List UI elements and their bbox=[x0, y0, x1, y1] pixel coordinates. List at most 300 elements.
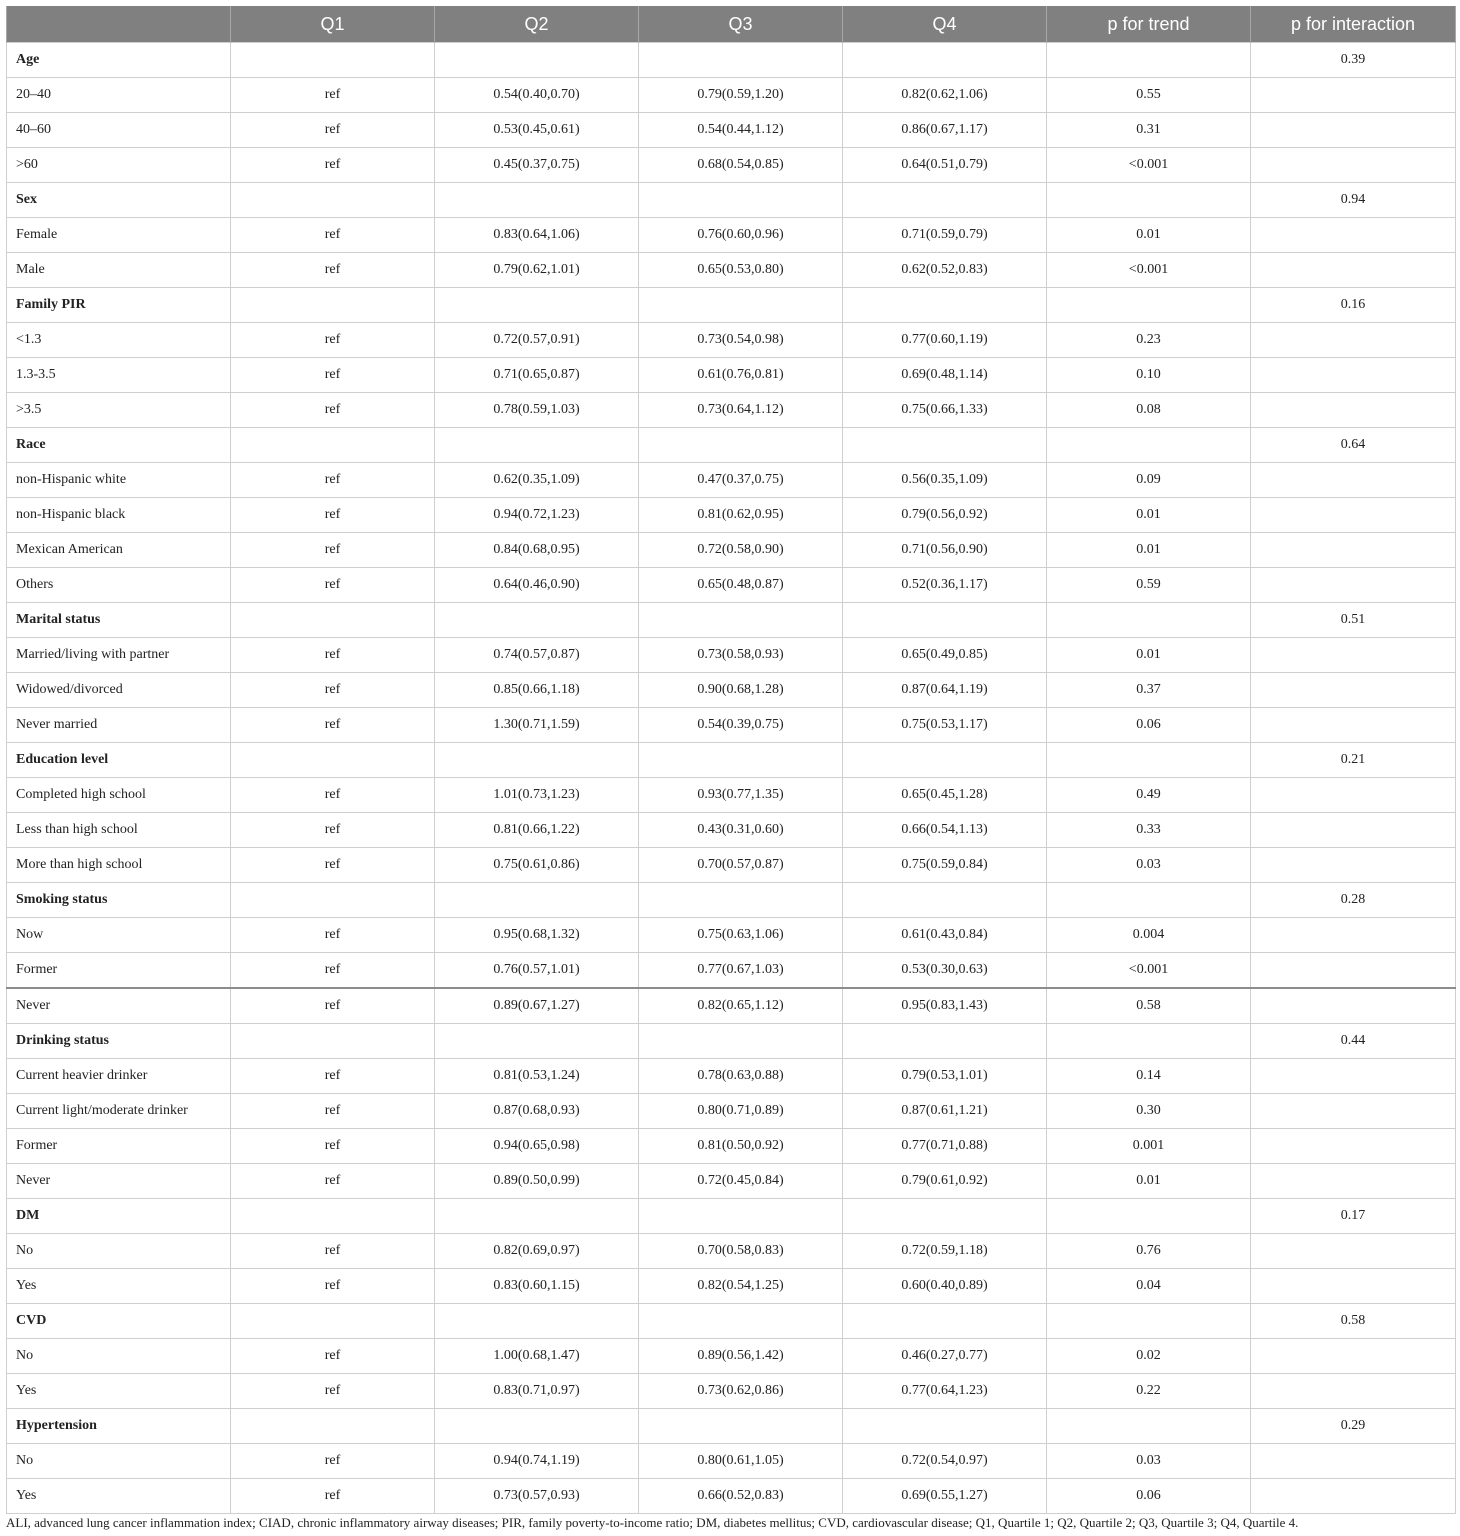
q4-cell: 0.62(0.52,0.83) bbox=[843, 253, 1047, 288]
p-trend-cell: 0.02 bbox=[1047, 1339, 1251, 1374]
table-row bbox=[7, 533, 1456, 568]
q1-cell: ref bbox=[231, 918, 435, 953]
q1-cell bbox=[231, 1199, 435, 1234]
group-row bbox=[7, 288, 1456, 323]
p-trend-cell: 0.03 bbox=[1047, 848, 1251, 883]
q2-cell: 0.76(0.57,1.01) bbox=[435, 953, 639, 989]
row-label: Married/living with partner bbox=[7, 638, 231, 673]
q3-cell bbox=[639, 1024, 843, 1059]
group-label: Hypertension bbox=[7, 1409, 231, 1444]
table-row bbox=[7, 778, 1456, 813]
row-label: Less than high school bbox=[7, 813, 231, 848]
p-interaction-cell bbox=[1251, 1234, 1456, 1269]
q2-cell: 1.01(0.73,1.23) bbox=[435, 778, 639, 813]
q2-cell: 1.30(0.71,1.59) bbox=[435, 708, 639, 743]
group-row bbox=[7, 883, 1456, 918]
q2-cell: 0.81(0.66,1.22) bbox=[435, 813, 639, 848]
header-p-for-interaction: p for interaction bbox=[1251, 6, 1456, 43]
q2-cell: 0.82(0.69,0.97) bbox=[435, 1234, 639, 1269]
group-label: Marital status bbox=[7, 603, 231, 638]
row-label: No bbox=[7, 1234, 231, 1269]
table-row bbox=[7, 498, 1456, 533]
p-interaction-cell bbox=[1251, 673, 1456, 708]
row-label: No bbox=[7, 1444, 231, 1479]
q2-cell: 0.87(0.68,0.93) bbox=[435, 1094, 639, 1129]
p-interaction-cell bbox=[1251, 253, 1456, 288]
q1-cell: ref bbox=[231, 1059, 435, 1094]
row-label: Others bbox=[7, 568, 231, 603]
row-label: non-Hispanic black bbox=[7, 498, 231, 533]
q3-cell bbox=[639, 428, 843, 463]
q4-cell: 0.46(0.27,0.77) bbox=[843, 1339, 1047, 1374]
table-row bbox=[7, 78, 1456, 113]
p-interaction-cell bbox=[1251, 463, 1456, 498]
table-row bbox=[7, 1479, 1456, 1514]
header-q1: Q1 bbox=[231, 6, 435, 43]
p-trend-cell: 0.08 bbox=[1047, 393, 1251, 428]
row-label: <1.3 bbox=[7, 323, 231, 358]
q1-cell: ref bbox=[231, 1339, 435, 1374]
q3-cell: 0.77(0.67,1.03) bbox=[639, 953, 843, 989]
q2-cell: 0.73(0.57,0.93) bbox=[435, 1479, 639, 1514]
p-trend-cell: 0.76 bbox=[1047, 1234, 1251, 1269]
p-interaction-cell bbox=[1251, 778, 1456, 813]
q3-cell: 0.78(0.63,0.88) bbox=[639, 1059, 843, 1094]
p-interaction-cell: 0.21 bbox=[1251, 743, 1456, 778]
q3-cell: 0.82(0.65,1.12) bbox=[639, 988, 843, 1024]
p-trend-cell: 0.14 bbox=[1047, 1059, 1251, 1094]
p-trend-cell: 0.31 bbox=[1047, 113, 1251, 148]
table-row bbox=[7, 358, 1456, 393]
q1-cell bbox=[231, 43, 435, 78]
group-row bbox=[7, 428, 1456, 463]
row-label: Yes bbox=[7, 1269, 231, 1304]
q1-cell: ref bbox=[231, 813, 435, 848]
q2-cell: 1.00(0.68,1.47) bbox=[435, 1339, 639, 1374]
q1-cell: ref bbox=[231, 1479, 435, 1514]
p-interaction-cell bbox=[1251, 1374, 1456, 1409]
q3-cell: 0.73(0.54,0.98) bbox=[639, 323, 843, 358]
row-label: Completed high school bbox=[7, 778, 231, 813]
q3-cell: 0.43(0.31,0.60) bbox=[639, 813, 843, 848]
q2-cell: 0.94(0.72,1.23) bbox=[435, 498, 639, 533]
q2-cell: 0.85(0.66,1.18) bbox=[435, 673, 639, 708]
table-row bbox=[7, 148, 1456, 183]
q4-cell: 0.66(0.54,1.13) bbox=[843, 813, 1047, 848]
q1-cell: ref bbox=[231, 113, 435, 148]
group-row bbox=[7, 1199, 1456, 1234]
q3-cell: 0.80(0.71,0.89) bbox=[639, 1094, 843, 1129]
p-trend-cell: <0.001 bbox=[1047, 953, 1251, 989]
q2-cell: 0.45(0.37,0.75) bbox=[435, 148, 639, 183]
q2-cell: 0.83(0.60,1.15) bbox=[435, 1269, 639, 1304]
q2-cell: 0.81(0.53,1.24) bbox=[435, 1059, 639, 1094]
p-trend-cell bbox=[1047, 428, 1251, 463]
p-interaction-cell bbox=[1251, 533, 1456, 568]
p-interaction-cell bbox=[1251, 1059, 1456, 1094]
q1-cell: ref bbox=[231, 358, 435, 393]
q1-cell bbox=[231, 428, 435, 463]
row-label: Never bbox=[7, 988, 231, 1024]
p-trend-cell: 0.01 bbox=[1047, 218, 1251, 253]
group-label: Drinking status bbox=[7, 1024, 231, 1059]
table-row bbox=[7, 848, 1456, 883]
p-trend-cell: 0.01 bbox=[1047, 1164, 1251, 1199]
q3-cell: 0.93(0.77,1.35) bbox=[639, 778, 843, 813]
p-trend-cell: <0.001 bbox=[1047, 148, 1251, 183]
q2-cell bbox=[435, 1409, 639, 1444]
row-label: Yes bbox=[7, 1374, 231, 1409]
q1-cell: ref bbox=[231, 78, 435, 113]
p-interaction-cell bbox=[1251, 78, 1456, 113]
p-trend-cell: 0.10 bbox=[1047, 358, 1251, 393]
table-row bbox=[7, 1234, 1456, 1269]
row-label: >3.5 bbox=[7, 393, 231, 428]
p-interaction-cell bbox=[1251, 1129, 1456, 1164]
q2-cell: 0.89(0.67,1.27) bbox=[435, 988, 639, 1024]
q1-cell bbox=[231, 1304, 435, 1339]
q1-cell: ref bbox=[231, 533, 435, 568]
p-trend-cell bbox=[1047, 603, 1251, 638]
q2-cell: 0.62(0.35,1.09) bbox=[435, 463, 639, 498]
table-row bbox=[7, 1094, 1456, 1129]
row-label: Former bbox=[7, 953, 231, 989]
q4-cell: 0.79(0.61,0.92) bbox=[843, 1164, 1047, 1199]
q2-cell: 0.79(0.62,1.01) bbox=[435, 253, 639, 288]
p-interaction-cell: 0.51 bbox=[1251, 603, 1456, 638]
q4-cell: 0.75(0.66,1.33) bbox=[843, 393, 1047, 428]
q1-cell: ref bbox=[231, 1129, 435, 1164]
q3-cell: 0.76(0.60,0.96) bbox=[639, 218, 843, 253]
q4-cell: 0.77(0.64,1.23) bbox=[843, 1374, 1047, 1409]
q3-cell: 0.81(0.62,0.95) bbox=[639, 498, 843, 533]
q4-cell: 0.95(0.83,1.43) bbox=[843, 988, 1047, 1024]
q1-cell: ref bbox=[231, 393, 435, 428]
p-interaction-cell: 0.29 bbox=[1251, 1409, 1456, 1444]
row-label: non-Hispanic white bbox=[7, 463, 231, 498]
q4-cell: 0.87(0.61,1.21) bbox=[843, 1094, 1047, 1129]
q3-cell: 0.82(0.54,1.25) bbox=[639, 1269, 843, 1304]
q4-cell: 0.79(0.56,0.92) bbox=[843, 498, 1047, 533]
p-trend-cell: 0.01 bbox=[1047, 638, 1251, 673]
p-interaction-cell bbox=[1251, 918, 1456, 953]
row-label: 40–60 bbox=[7, 113, 231, 148]
p-trend-cell: 0.01 bbox=[1047, 533, 1251, 568]
q4-cell: 0.72(0.54,0.97) bbox=[843, 1444, 1047, 1479]
row-label: Never married bbox=[7, 708, 231, 743]
p-trend-cell: 0.30 bbox=[1047, 1094, 1251, 1129]
p-interaction-cell bbox=[1251, 1444, 1456, 1479]
table-row bbox=[7, 1269, 1456, 1304]
table-container bbox=[6, 6, 1455, 1514]
q1-cell bbox=[231, 603, 435, 638]
table-row bbox=[7, 673, 1456, 708]
table-row bbox=[7, 113, 1456, 148]
p-interaction-cell: 0.16 bbox=[1251, 288, 1456, 323]
header-q3: Q3 bbox=[639, 6, 843, 43]
table-row bbox=[7, 1164, 1456, 1199]
row-label: Now bbox=[7, 918, 231, 953]
q4-cell bbox=[843, 743, 1047, 778]
p-interaction-cell bbox=[1251, 848, 1456, 883]
p-interaction-cell bbox=[1251, 323, 1456, 358]
p-trend-cell: 0.06 bbox=[1047, 1479, 1251, 1514]
q4-cell: 0.65(0.49,0.85) bbox=[843, 638, 1047, 673]
p-trend-cell: 0.49 bbox=[1047, 778, 1251, 813]
p-interaction-cell bbox=[1251, 498, 1456, 533]
q3-cell: 0.47(0.37,0.75) bbox=[639, 463, 843, 498]
q4-cell bbox=[843, 883, 1047, 918]
table-row bbox=[7, 918, 1456, 953]
q3-cell bbox=[639, 43, 843, 78]
p-interaction-cell bbox=[1251, 953, 1456, 989]
table-row bbox=[7, 708, 1456, 743]
table-body bbox=[7, 43, 1456, 1514]
p-interaction-cell bbox=[1251, 1479, 1456, 1514]
q3-cell: 0.81(0.50,0.92) bbox=[639, 1129, 843, 1164]
row-label: Never bbox=[7, 1164, 231, 1199]
table-row bbox=[7, 393, 1456, 428]
table-row bbox=[7, 638, 1456, 673]
q3-cell bbox=[639, 1409, 843, 1444]
row-label: No bbox=[7, 1339, 231, 1374]
q3-cell: 0.54(0.44,1.12) bbox=[639, 113, 843, 148]
q3-cell: 0.90(0.68,1.28) bbox=[639, 673, 843, 708]
q2-cell: 0.78(0.59,1.03) bbox=[435, 393, 639, 428]
p-interaction-cell: 0.44 bbox=[1251, 1024, 1456, 1059]
group-label: Smoking status bbox=[7, 883, 231, 918]
q4-cell: 0.79(0.53,1.01) bbox=[843, 1059, 1047, 1094]
p-trend-cell: 0.06 bbox=[1047, 708, 1251, 743]
q3-cell bbox=[639, 1304, 843, 1339]
q1-cell: ref bbox=[231, 708, 435, 743]
p-trend-cell bbox=[1047, 183, 1251, 218]
q4-cell bbox=[843, 1304, 1047, 1339]
q2-cell: 0.84(0.68,0.95) bbox=[435, 533, 639, 568]
row-label: Current light/moderate drinker bbox=[7, 1094, 231, 1129]
table-row bbox=[7, 253, 1456, 288]
p-trend-cell bbox=[1047, 1024, 1251, 1059]
table-header bbox=[7, 6, 1456, 43]
p-trend-cell: 0.23 bbox=[1047, 323, 1251, 358]
table-footnote: ALI, advanced lung cancer inflammation index; CIAD, chronic inflammatory airway diseases; PIR, family poverty-to-income ratio; DM, diabetes mellitus; CVD, cardiovascular disease; Q1, Quartile 1; Q2, Quartile 2; Q3, Quartile 3; Q4, Quartile 4. bbox=[6, 1515, 1299, 1530]
q1-cell: ref bbox=[231, 568, 435, 603]
q1-cell bbox=[231, 743, 435, 778]
q2-cell: 0.75(0.61,0.86) bbox=[435, 848, 639, 883]
p-trend-cell bbox=[1047, 1199, 1251, 1234]
q2-cell bbox=[435, 1304, 639, 1339]
table-row bbox=[7, 1059, 1456, 1094]
table-row bbox=[7, 568, 1456, 603]
row-label: Mexican American bbox=[7, 533, 231, 568]
p-trend-cell: 0.58 bbox=[1047, 988, 1251, 1024]
q1-cell: ref bbox=[231, 323, 435, 358]
p-trend-cell bbox=[1047, 1409, 1251, 1444]
q1-cell: ref bbox=[231, 778, 435, 813]
q3-cell: 0.68(0.54,0.85) bbox=[639, 148, 843, 183]
p-interaction-cell bbox=[1251, 813, 1456, 848]
q3-cell: 0.73(0.62,0.86) bbox=[639, 1374, 843, 1409]
p-interaction-cell: 0.64 bbox=[1251, 428, 1456, 463]
row-label: More than high school bbox=[7, 848, 231, 883]
row-label: 20–40 bbox=[7, 78, 231, 113]
p-trend-cell: 0.004 bbox=[1047, 918, 1251, 953]
q2-cell: 0.74(0.57,0.87) bbox=[435, 638, 639, 673]
q2-cell: 0.64(0.46,0.90) bbox=[435, 568, 639, 603]
q4-cell bbox=[843, 1409, 1047, 1444]
p-trend-cell bbox=[1047, 288, 1251, 323]
q4-cell: 0.72(0.59,1.18) bbox=[843, 1234, 1047, 1269]
p-interaction-cell bbox=[1251, 1339, 1456, 1374]
table-row bbox=[7, 1339, 1456, 1374]
p-interaction-cell bbox=[1251, 1269, 1456, 1304]
q1-cell bbox=[231, 1024, 435, 1059]
q3-cell bbox=[639, 883, 843, 918]
q4-cell: 0.75(0.59,0.84) bbox=[843, 848, 1047, 883]
p-trend-cell: 0.04 bbox=[1047, 1269, 1251, 1304]
q4-cell: 0.82(0.62,1.06) bbox=[843, 78, 1047, 113]
p-trend-cell: 0.22 bbox=[1047, 1374, 1251, 1409]
q3-cell: 0.54(0.39,0.75) bbox=[639, 708, 843, 743]
q1-cell: ref bbox=[231, 988, 435, 1024]
p-interaction-cell bbox=[1251, 358, 1456, 393]
p-interaction-cell bbox=[1251, 218, 1456, 253]
q4-cell: 0.75(0.53,1.17) bbox=[843, 708, 1047, 743]
q2-cell: 0.53(0.45,0.61) bbox=[435, 113, 639, 148]
table-row bbox=[7, 1444, 1456, 1479]
group-label: Age bbox=[7, 43, 231, 78]
p-interaction-cell: 0.58 bbox=[1251, 1304, 1456, 1339]
row-label: 1.3-3.5 bbox=[7, 358, 231, 393]
q2-cell bbox=[435, 1024, 639, 1059]
row-label: Former bbox=[7, 1129, 231, 1164]
q3-cell bbox=[639, 743, 843, 778]
q4-cell bbox=[843, 288, 1047, 323]
q3-cell: 0.66(0.52,0.83) bbox=[639, 1479, 843, 1514]
q4-cell: 0.53(0.30,0.63) bbox=[843, 953, 1047, 989]
p-interaction-cell: 0.28 bbox=[1251, 883, 1456, 918]
p-interaction-cell: 0.39 bbox=[1251, 43, 1456, 78]
q2-cell: 0.94(0.65,0.98) bbox=[435, 1129, 639, 1164]
table-row bbox=[7, 813, 1456, 848]
q4-cell: 0.65(0.45,1.28) bbox=[843, 778, 1047, 813]
q2-cell bbox=[435, 883, 639, 918]
q2-cell: 0.83(0.64,1.06) bbox=[435, 218, 639, 253]
q2-cell bbox=[435, 43, 639, 78]
p-interaction-cell bbox=[1251, 988, 1456, 1024]
header-p-for-trend: p for trend bbox=[1047, 6, 1251, 43]
q2-cell bbox=[435, 288, 639, 323]
p-interaction-cell bbox=[1251, 393, 1456, 428]
q2-cell: 0.89(0.50,0.99) bbox=[435, 1164, 639, 1199]
q3-cell bbox=[639, 183, 843, 218]
q2-cell: 0.94(0.74,1.19) bbox=[435, 1444, 639, 1479]
q1-cell: ref bbox=[231, 1269, 435, 1304]
q4-cell bbox=[843, 428, 1047, 463]
group-label: Family PIR bbox=[7, 288, 231, 323]
q3-cell: 0.70(0.57,0.87) bbox=[639, 848, 843, 883]
q1-cell bbox=[231, 883, 435, 918]
q4-cell bbox=[843, 1199, 1047, 1234]
q3-cell: 0.80(0.61,1.05) bbox=[639, 1444, 843, 1479]
group-row bbox=[7, 1409, 1456, 1444]
q4-cell: 0.61(0.43,0.84) bbox=[843, 918, 1047, 953]
table-row bbox=[7, 463, 1456, 498]
p-interaction-cell bbox=[1251, 708, 1456, 743]
table-row bbox=[7, 323, 1456, 358]
q2-cell bbox=[435, 1199, 639, 1234]
q3-cell: 0.65(0.53,0.80) bbox=[639, 253, 843, 288]
p-interaction-cell: 0.17 bbox=[1251, 1199, 1456, 1234]
p-trend-cell: 0.01 bbox=[1047, 498, 1251, 533]
p-trend-cell bbox=[1047, 43, 1251, 78]
q3-cell: 0.70(0.58,0.83) bbox=[639, 1234, 843, 1269]
p-trend-cell: 0.33 bbox=[1047, 813, 1251, 848]
q4-cell: 0.52(0.36,1.17) bbox=[843, 568, 1047, 603]
table-row bbox=[7, 1129, 1456, 1164]
q4-cell: 0.64(0.51,0.79) bbox=[843, 148, 1047, 183]
p-interaction-cell: 0.94 bbox=[1251, 183, 1456, 218]
header-q4: Q4 bbox=[843, 6, 1047, 43]
header-q2: Q2 bbox=[435, 6, 639, 43]
p-interaction-cell bbox=[1251, 1164, 1456, 1199]
group-row bbox=[7, 1024, 1456, 1059]
table-row bbox=[7, 988, 1456, 1024]
q4-cell: 0.77(0.71,0.88) bbox=[843, 1129, 1047, 1164]
group-row bbox=[7, 1304, 1456, 1339]
group-row bbox=[7, 43, 1456, 78]
q4-cell: 0.87(0.64,1.19) bbox=[843, 673, 1047, 708]
q4-cell: 0.69(0.55,1.27) bbox=[843, 1479, 1047, 1514]
p-trend-cell: 0.55 bbox=[1047, 78, 1251, 113]
q2-cell: 0.54(0.40,0.70) bbox=[435, 78, 639, 113]
q3-cell bbox=[639, 288, 843, 323]
row-label: >60 bbox=[7, 148, 231, 183]
row-label: Female bbox=[7, 218, 231, 253]
q1-cell bbox=[231, 288, 435, 323]
q3-cell: 0.73(0.64,1.12) bbox=[639, 393, 843, 428]
p-interaction-cell bbox=[1251, 638, 1456, 673]
q1-cell bbox=[231, 1409, 435, 1444]
p-trend-cell bbox=[1047, 1304, 1251, 1339]
q2-cell: 0.71(0.65,0.87) bbox=[435, 358, 639, 393]
q3-cell bbox=[639, 603, 843, 638]
q3-cell: 0.72(0.58,0.90) bbox=[639, 533, 843, 568]
q2-cell: 0.95(0.68,1.32) bbox=[435, 918, 639, 953]
q4-cell: 0.56(0.35,1.09) bbox=[843, 463, 1047, 498]
q1-cell: ref bbox=[231, 1094, 435, 1129]
table-row bbox=[7, 953, 1456, 989]
p-trend-cell: 0.09 bbox=[1047, 463, 1251, 498]
p-trend-cell bbox=[1047, 743, 1251, 778]
q4-cell: 0.69(0.48,1.14) bbox=[843, 358, 1047, 393]
q3-cell: 0.73(0.58,0.93) bbox=[639, 638, 843, 673]
q1-cell: ref bbox=[231, 253, 435, 288]
q2-cell bbox=[435, 428, 639, 463]
q1-cell: ref bbox=[231, 1374, 435, 1409]
q4-cell bbox=[843, 43, 1047, 78]
row-label: Male bbox=[7, 253, 231, 288]
q4-cell: 0.71(0.56,0.90) bbox=[843, 533, 1047, 568]
q2-cell bbox=[435, 183, 639, 218]
row-label: Yes bbox=[7, 1479, 231, 1514]
p-interaction-cell bbox=[1251, 148, 1456, 183]
q3-cell: 0.61(0.76,0.81) bbox=[639, 358, 843, 393]
q4-cell bbox=[843, 183, 1047, 218]
q1-cell: ref bbox=[231, 218, 435, 253]
q2-cell bbox=[435, 743, 639, 778]
group-label: Race bbox=[7, 428, 231, 463]
